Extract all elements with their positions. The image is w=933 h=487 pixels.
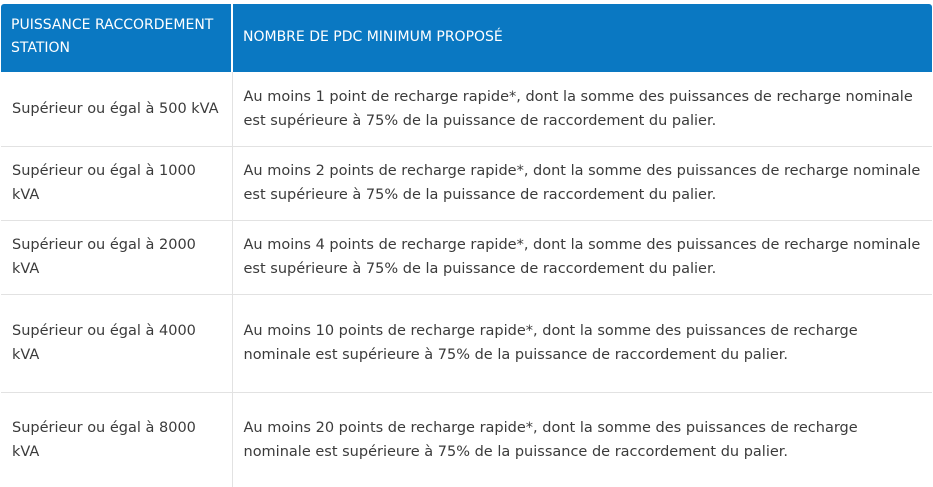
cell-connection-power: Supérieur ou égal à 2000 kVA <box>1 220 232 294</box>
table-body <box>1 72 932 487</box>
table-row <box>1 392 932 487</box>
charging-points-table <box>1 4 932 487</box>
header-min-charging-points: NOMBRE DE PDC MINIMUM PROPOSÉ <box>232 4 932 72</box>
table-header <box>1 4 932 72</box>
table-row <box>1 72 932 146</box>
table-row <box>1 220 932 294</box>
cell-min-charging-points: Au moins 4 points de recharge rapide*, dont la somme des puissances de recharge nominale est supérieure à 75% de la puissance de raccordement du palier. <box>232 220 932 294</box>
cell-min-charging-points: Au moins 20 points de recharge rapide*, dont la somme des puissances de recharge nominale est supérieure à 75% de la puissance de raccordement du palier. <box>232 392 932 487</box>
cell-connection-power: Supérieur ou égal à 8000 kVA <box>12 420 196 461</box>
cell-connection-power: Supérieur ou égal à 1000 kVA <box>1 146 232 220</box>
header-connection-power: PUISSANCE RACCORDEMENT STATION <box>1 4 232 72</box>
header-row <box>1 4 932 72</box>
cell-min-charging-points: Au moins 10 points de recharge rapide*, dont la somme des puissances de recharge nominale est supérieure à 75% de la puissance de raccordement du palier. <box>232 294 932 392</box>
cell-min-charging-points: Au moins 2 points de recharge rapide*, dont la somme des puissances de recharge nominale est supérieure à 75% de la puissance de raccordement du palier. <box>232 146 932 220</box>
cell-connection-power: Supérieur ou égal à 4000 kVA <box>1 294 232 392</box>
table-row <box>1 146 932 220</box>
cell-connection-power: Supérieur ou égal à 500 kVA <box>1 72 232 146</box>
table-row <box>1 294 932 392</box>
cell-min-charging-points: Au moins 1 point de recharge rapide*, dont la somme des puissances de recharge nominale est supérieure à 75% de la puissance de raccordement du palier. <box>232 72 932 146</box>
